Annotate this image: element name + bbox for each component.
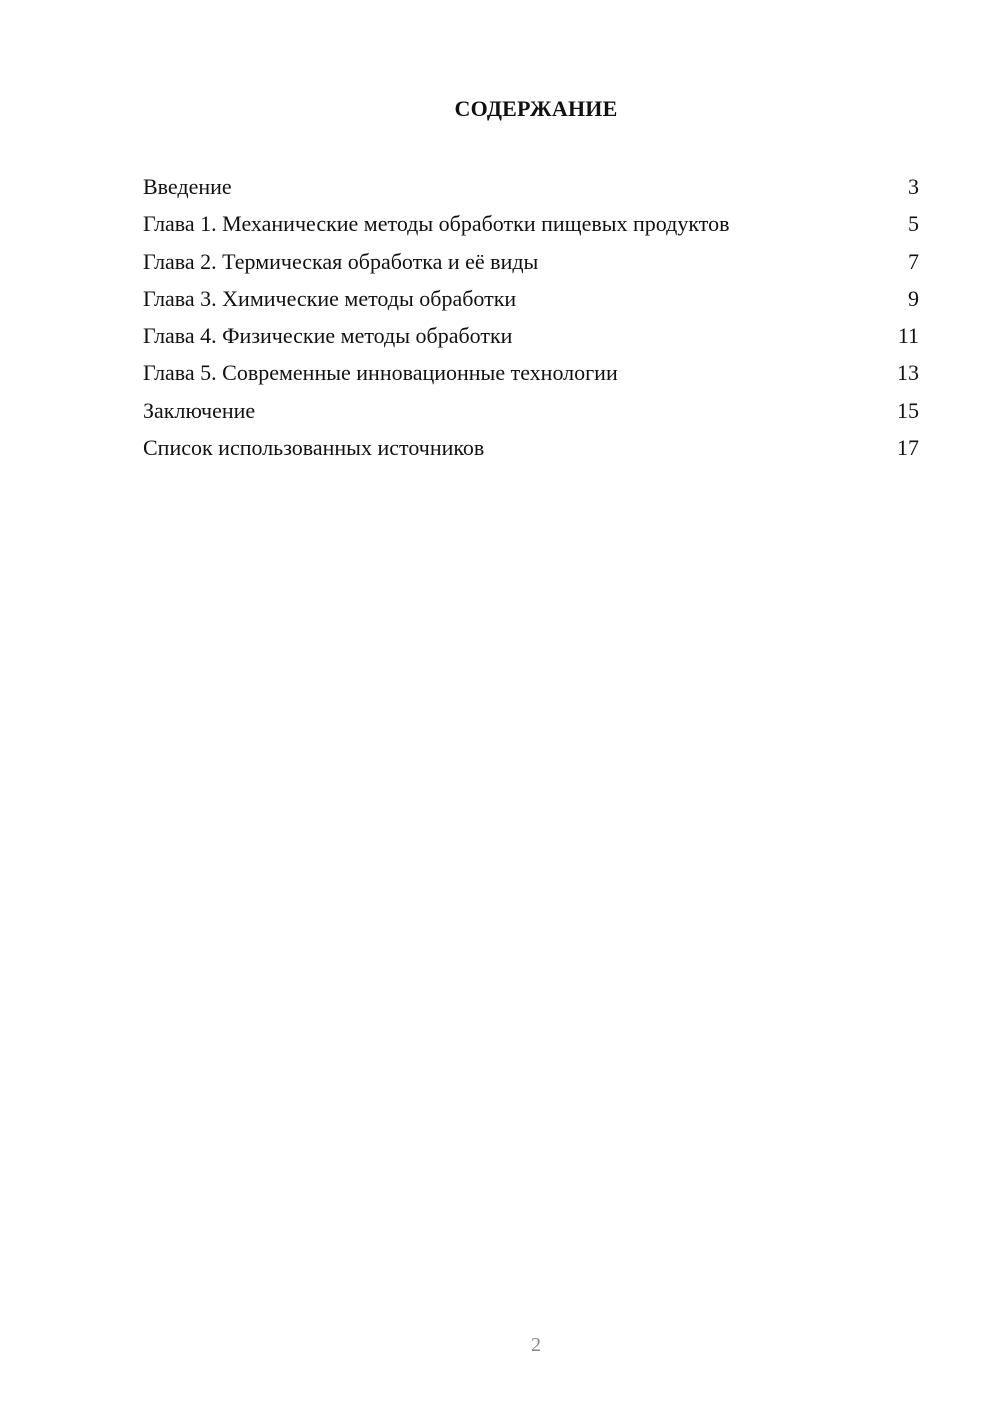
toc-entry-chapter-5 — [143, 354, 919, 391]
toc-entry-page: 7 — [908, 248, 919, 274]
toc-entry-chapter-3 — [143, 280, 919, 317]
toc-entry-label: Заключение — [143, 397, 256, 423]
toc-entry-page: 3 — [908, 174, 919, 199]
toc-entry-page: 15 — [897, 397, 919, 423]
toc-entry-page: 11 — [897, 323, 919, 349]
toc-heading: СОДЕРЖАНИЕ — [454, 96, 618, 121]
page-number: 2 — [531, 1334, 541, 1356]
toc-entry-page: 17 — [897, 435, 919, 461]
toc-entry-label: Глава 3. Химические методы обработки — [143, 285, 517, 311]
toc-entry-chapter-4 — [143, 317, 919, 354]
toc-entry-label: Список использованных источников — [143, 435, 485, 461]
toc-entry-conclusion — [143, 392, 919, 429]
toc-entry-page: 13 — [897, 360, 919, 386]
toc-entry-chapter-2 — [143, 243, 919, 280]
toc-entry-label: Введение — [143, 174, 232, 199]
toc-entry-chapter-1 — [143, 205, 919, 242]
toc-entry-page: 5 — [908, 211, 919, 237]
toc-entry-label: Глава 2. Термическая обработка и её виды — [143, 248, 539, 274]
toc-entry-label: Глава 5. Современные инновационные технологии — [143, 360, 618, 386]
toc-entry-references — [143, 429, 919, 466]
toc-list — [143, 168, 919, 466]
toc-entry-introduction — [143, 168, 919, 205]
toc-entry-label: Глава 4. Физические методы обработки — [143, 323, 513, 349]
toc-entry-label: Глава 1. Механические методы обработки пищевых продуктов — [143, 211, 730, 237]
toc-entry-page: 9 — [908, 285, 919, 311]
